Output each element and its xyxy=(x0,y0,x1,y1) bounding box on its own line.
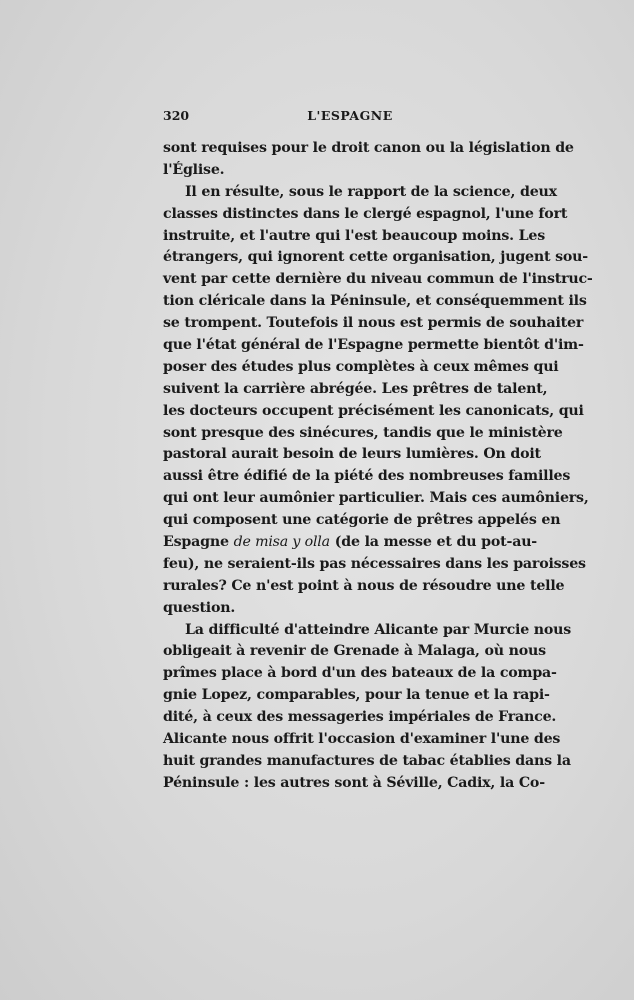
text-line: l'Église. xyxy=(163,161,225,178)
text-line: les docteurs occupent précisément les canonicats, qui xyxy=(163,402,584,419)
text-line: qui composent une catégorie de prêtres appelés en xyxy=(163,512,561,529)
text-line: huit grandes manufactures de tabac établies dans la xyxy=(163,752,571,769)
text-line: se trompent. Toutefois il nous est permis de souhaiter xyxy=(163,315,584,332)
text-line: instruite, et l'autre qui l'est beaucoup moins. Les xyxy=(163,227,546,244)
text-line: obligeait à revenir de Grenade à Malaga, où nous xyxy=(163,643,546,660)
text-line: étrangers, qui ignorent cette organisation, jugent sou- xyxy=(163,249,588,266)
text-line: sont requises pour le droit canon ou la législation de xyxy=(163,140,574,156)
text-line: La difficulté d'atteindre Alicante par Murcie nous xyxy=(185,621,572,638)
text-line: poser des études plus complètes à ceux mêmes qui xyxy=(163,358,559,375)
text-line: dité, à ceux des messageries impériales de France. xyxy=(163,709,557,726)
text-line: gnie Lopez, comparables, pour la tenue et la rapi- xyxy=(163,687,550,704)
text-line: aussi être édifié de la piété des nombreuses familles xyxy=(163,468,571,485)
running-title: L'ESPAGNE xyxy=(307,108,393,123)
text-line: question. xyxy=(163,599,236,616)
text-segment: (de la messe et du pot-au- xyxy=(329,534,537,551)
page-number: 320 xyxy=(163,108,190,123)
text-line: tion cléricale dans la Péninsule, et conséquemment ils xyxy=(163,293,587,310)
text-line: prîmes place à bord d'un des bateaux de la compa- xyxy=(163,665,557,682)
italic-phrase: de misa y olla xyxy=(233,534,330,551)
text-line xyxy=(163,532,537,554)
body-text xyxy=(163,138,593,795)
text-line: rurales? Ce n'est point à nous de résoudre une telle xyxy=(163,577,565,594)
text-line: que l'état général de l'Espagne permette bientôt d'im- xyxy=(163,337,584,354)
text-line: Il en résulte, sous le rapport de la science, deux xyxy=(185,183,557,200)
text-line: qui ont leur aumônier particulier. Mais ces aumôniers, xyxy=(163,490,589,507)
text-segment: Espagne xyxy=(163,534,234,551)
text-line: feu), ne seraient-ils pas nécessaires dans les paroisses xyxy=(163,555,586,572)
text-line: Péninsule : les autres sont à Séville, Cadix, la Co- xyxy=(163,774,545,791)
running-header xyxy=(163,108,537,128)
text-line: suivent la carrière abrégée. Les prêtres de talent, xyxy=(163,380,548,397)
text-line: classes distinctes dans le clergé espagnol, l'une fort xyxy=(163,205,568,222)
text-line: sont presque des sinécures, tandis que le ministère xyxy=(163,424,563,441)
text-line: pastoral aurait besoin de leurs lumières. On doit xyxy=(163,446,541,463)
text-line: vent par cette dernière du niveau commun de l'instruc- xyxy=(163,271,593,288)
text-line: Alicante nous offrit l'occasion d'examiner l'une des xyxy=(163,731,561,748)
